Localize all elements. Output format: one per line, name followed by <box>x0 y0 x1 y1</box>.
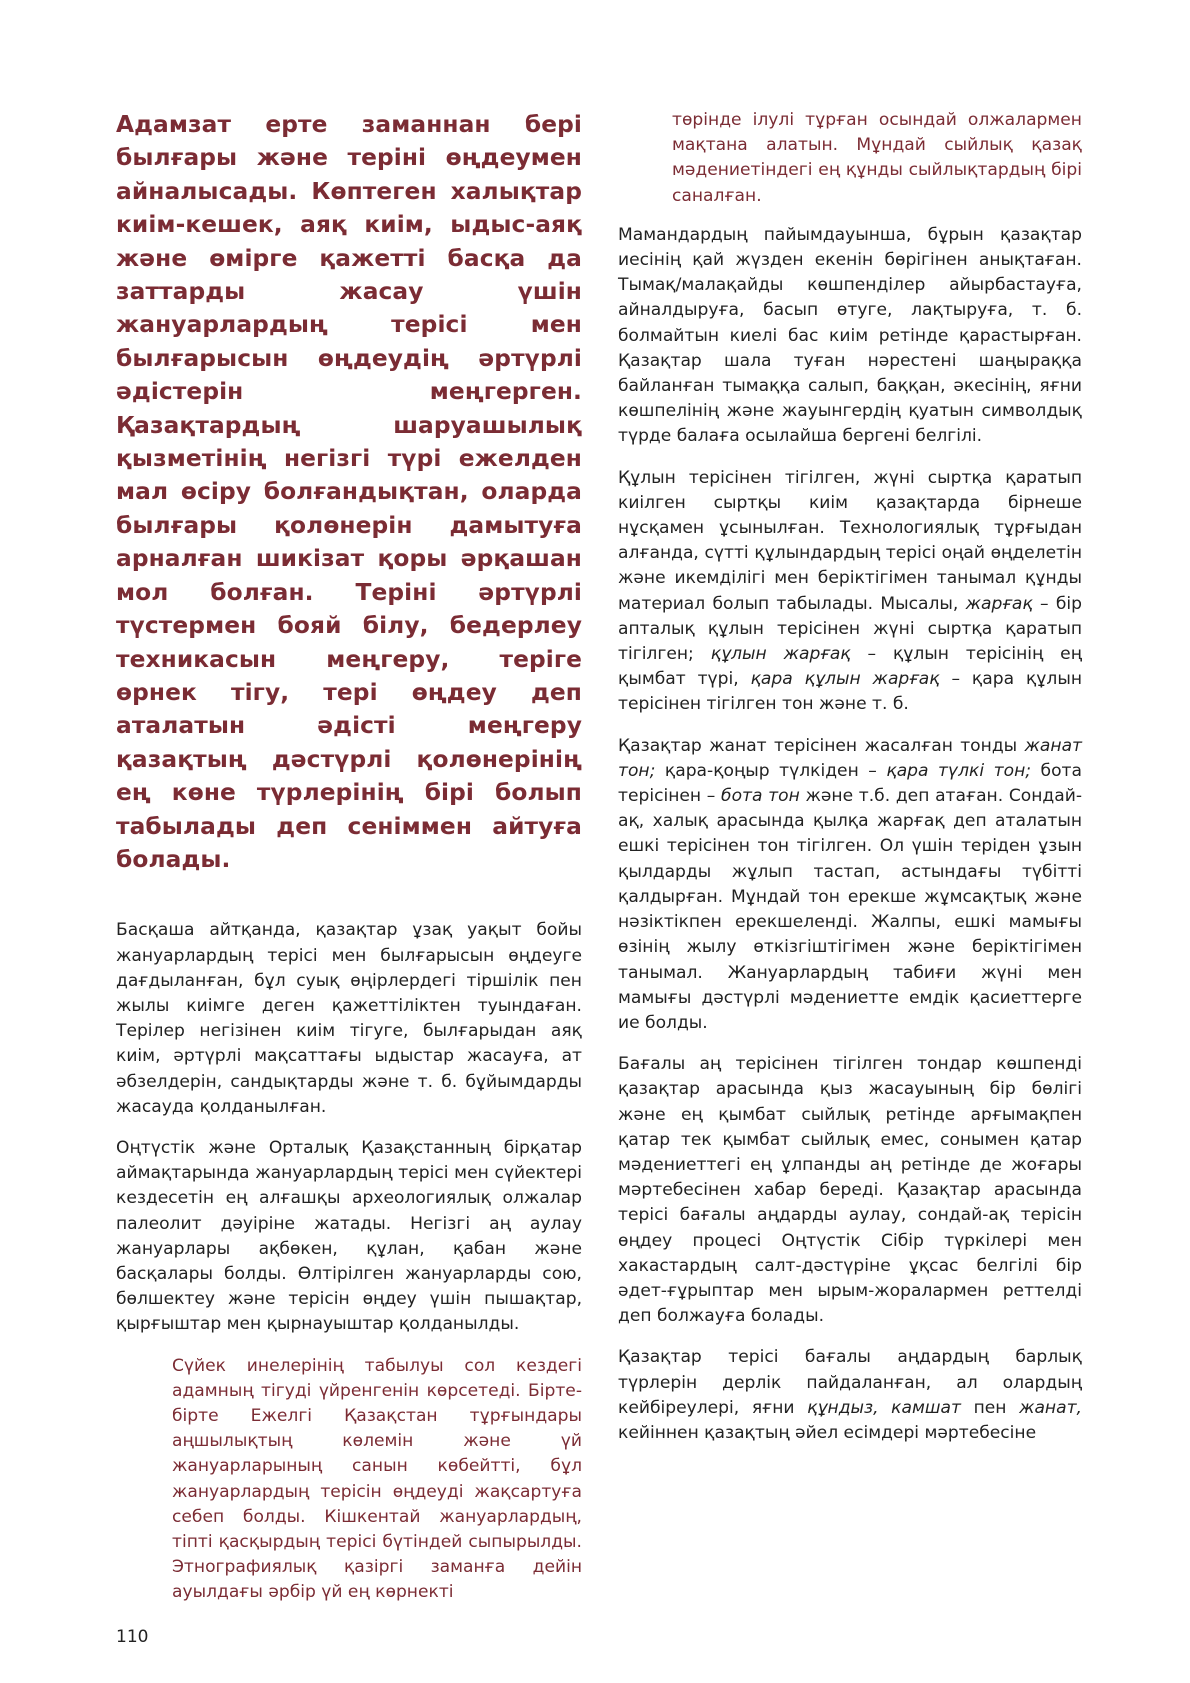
italic-term: құлын жарғақ <box>710 644 851 665</box>
body-paragraph: Басқаша айтқанда, қазақтар ұзақ уақыт бойы жануарлардың терісі мен былғарысын өңдеуге дағдыланған, бұл суық өңірлердегі тіршілік пен жылы киімге деген қажеттіліктен туындаған. Терілер негізінен киім тігуге, былғарыдан аяқ киім, әртүрлі мақсаттағы ыдыстар жасауға, ат әбзелдерін, сандықтарды және т. б. бұйымдарды жасауда қолданылған. <box>116 920 582 1117</box>
italic-term: бота тон <box>721 786 800 807</box>
body-paragraph: Оңтүстік және Орталық Қазақстанның бірқатар аймақтарында жануарлардың терісі мен сүйектері кездесетін ең алғашқы археологиялық олжалар палеолит дәуіріне жатады. Негізгі аң аулау жануарлары ақбөкен, құлан, қабан және басқалары болды. Өлтірілген жануарларды сою, бөлшектеу және терісін өңдеу үшін пышақтар, қырғыштар мен қырнауыштар қолданылды. <box>116 1137 582 1335</box>
paragraph-text: бота терісінен – <box>618 760 1082 807</box>
paragraph-text: кейіннен қазақтың әйел есімдері мәртебесіне <box>618 1422 1037 1443</box>
body-paragraph <box>618 1345 1082 1446</box>
paragraph-text: – қара құлын терісінен тігілген тон және т. б. <box>618 669 1082 715</box>
page-number: 110 <box>116 1627 149 1647</box>
body-paragraph: Мамандардың пайымдауынша, бұрын қазақтар иесінің қай жүзден екенін бөрігінен анықтаған. Тымақ/малақайды көшпенділер айырбастауға, айналдыруға, басып өтуге, лақтыруға, т. б. болмайтын киелі бас киім ретінде қарастырған. Қазақтар шала туған нәрестені шаңыраққа байланған тымаққа салып, баққан, әкесінің, яғни көшпелінің және жауынгердің қуатын символдық түрде балаға осылайша бергені белгілі. <box>618 224 1082 447</box>
paragraph-text: – бір апталық құлын терісінен жүні сыртқа қаратып тігілген; <box>618 593 1082 665</box>
paragraph-text: пен <box>960 1397 1020 1418</box>
left-column <box>116 108 582 1622</box>
paragraph-text: және т.б. деп атаған. Сондай-ақ, халық арасында қылқа жарғақ деп аталатын ешкі терісінен тон тігілген. Ол үшін теріден ұзын қылдарды жұлып тастап, астындағы түбітті қалдырған. Мұндай тон ерекше жұмсақтық және нәзіктікпен ерекшеленді. Жалпы, ешкі мамығы өзінің жылу өткізгіштігімен және беріктігімен танымал. Жануарлардың табиғи жүні мен мамығы дәстүрлі мәдениетте емдік қасиеттерге ие болды. <box>618 786 1082 1033</box>
italic-term: жанат тон; <box>618 735 1082 781</box>
italic-term: қара құлын жарғақ <box>750 669 940 690</box>
italic-term: жанат, <box>1019 1397 1082 1418</box>
highlight-quote-continuation: төрінде ілулі тұрған осындай олжалармен мақтана алатын. Мұндай сыйлық қазақ мәдениетіндегі ең құнды сыйлықтардың бірі саналған. <box>672 110 1082 206</box>
paragraph-text: – құлын терісінің ең қымбат түрі, <box>618 644 1082 690</box>
paragraph-text: қара-қоңыр түлкіден – <box>655 760 887 781</box>
body-paragraph <box>618 734 1082 1036</box>
paragraph-text: Құлын терісінен тігілген, жүні сыртқа қаратып киілген сыртқы киім қазақтарда бірнеше нұсқамен ұсынылған. Технологиялық тұрғыдан алғанда, сүтті құлындардың терісі оңай өңделетін және икемділігі мен беріктігімен танымал құнды материал болып табылады. Мысалы, <box>618 467 1082 614</box>
right-column <box>618 108 1082 1462</box>
italic-term: қара түлкі тон; <box>886 760 1032 781</box>
paragraph-text: Қазақтар жанат терісінен жасалған тонды <box>618 735 1025 756</box>
lead-paragraph: Адамзат ерте заманнан бері былғары және теріні өңдеумен айналысады. Көптеген халықтар киім-кешек, аяқ киім, ыдыс-аяқ және өмірге қажетті басқа да заттарды жасау үшін жануарлардың терісі мен былғарысын өңдеудің әртүрлі әдістерін меңгерген. Қазақтардың шаруашылық қызметінің негізгі түрі ежелден мал өсіру болғандықтан, оларда былғары қолөнерін дамытуға арналған шикізат қоры әрқашан мол болған. Теріні әртүрлі түстермен бояй білу, бедерлеу техникасын меңгеру, теріге өрнек тігу, тері өңдеу деп аталатын әдісті меңгеру қазақтың дәстүрлі қолөнерінің ең көне түрлерінің бірі болып табылады деп сеніммен айтуға болады. <box>116 111 582 873</box>
italic-term: жарғақ <box>965 593 1033 614</box>
body-paragraph <box>618 466 1082 718</box>
paragraph-text: Қазақтар терісі бағалы аңдардың барлық түрлерін дерлік пайдаланған, ал олардың кейбіреулері, яғни <box>618 1347 1082 1418</box>
italic-term: құндыз, камшат <box>807 1397 961 1418</box>
highlight-quote: Сүйек инелерінің табылуы сол кездегі адамның тігуді үйренгенін көрсетеді. Бірте-бірте Ежелгі Қазақстан тұрғындары аңшылықтың көлемін және үй жануарларының санын көбейтті, бұл жануарлардың терісін өңдеуді жақсартуға себеп болды. Кішкентай жануарлардың, тіпті қасқырдың терісі бүтіндей сыпырылды. Этнографиялық қазіргі заманға дейін ауылдағы әрбір үй ең көрнекті <box>172 1355 582 1603</box>
body-paragraph: Бағалы аң терісінен тігілген тондар көшпенді қазақтар арасында қыз жасауының бір бөлігі және ең қымбат сыйлық ретінде арғымақпен қатар тек қымбат сыйлық емес, сонымен қатар мәдениеттегі ең ұлпанды аң ретінде де жоғары мәртебесінен хабар береді. Қазақтар арасында терісі бағалы аңдарды аулау, сондай-ақ терісін өңдеу процесі Оңтүстік Сібір түркілері мен хакастардың салт-дәстүріне ұқсас белгілі бір әдет-ғұрыптар мен ырым-жоралармен реттелді деп болжауға болады. <box>618 1054 1082 1327</box>
